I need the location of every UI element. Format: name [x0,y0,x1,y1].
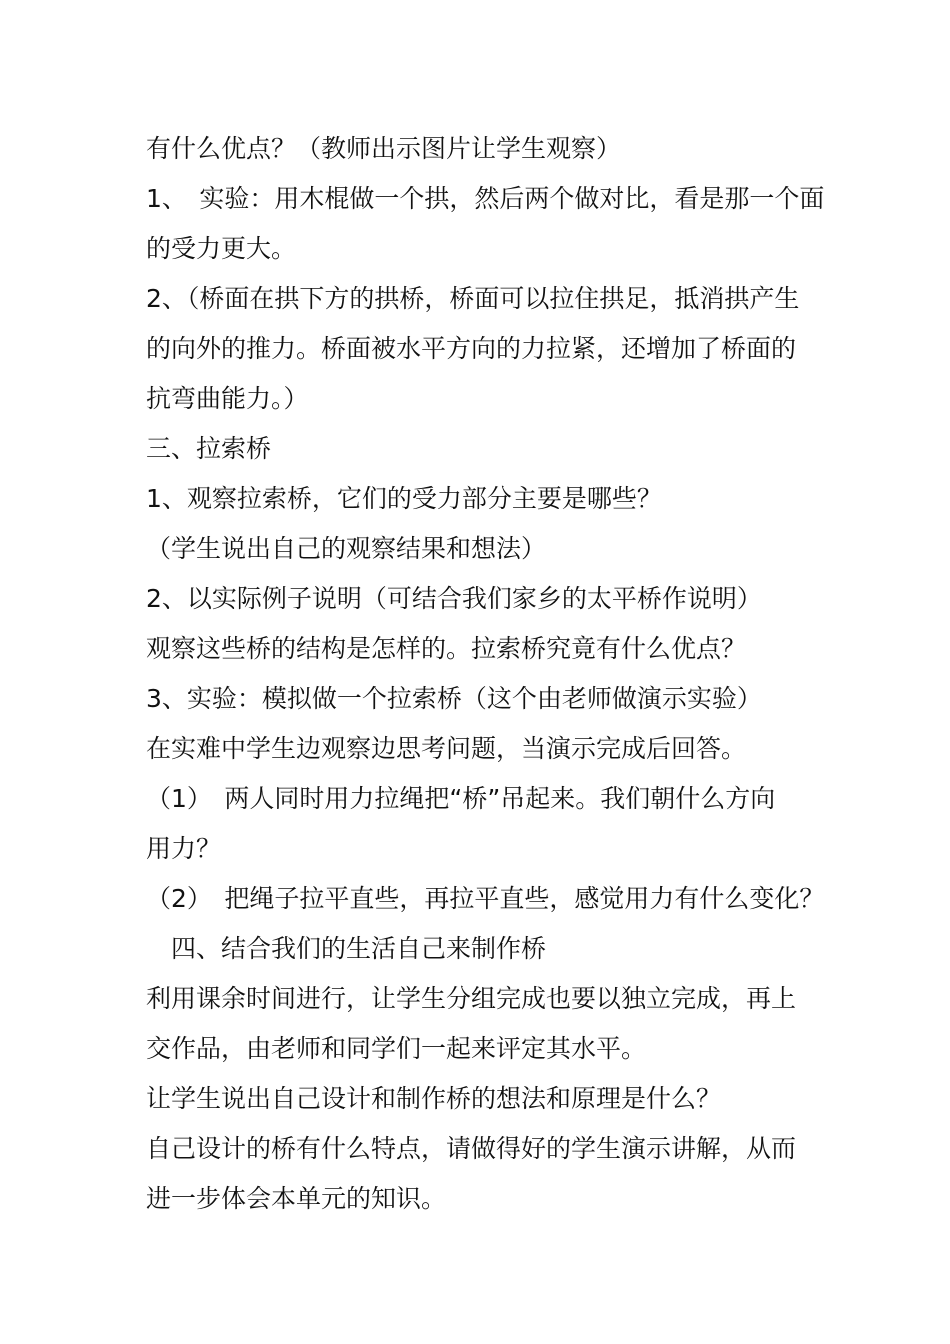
text-line: 抗弯曲能力。） [146,384,309,413]
text-line: 3、实验：模拟做一个拉索桥（这个由老师做演示实验） [146,684,762,713]
text-line: 的向外的推力。桥面被水平方向的力拉紧，还增加了桥面的 [146,334,797,363]
text-line: 让学生说出自己设计和制作桥的想法和原理是什么？ [146,1084,722,1113]
text-line: 观察这些桥的结构是怎样的。拉索桥究竟有什么优点？ [146,634,747,663]
text-line: 进一步体会本单元的知识。 [146,1184,447,1213]
text-line: 1、 实验：用木棍做一个拱，然后两个做对比，看是那一个面 [146,184,825,213]
text-line: 在实难中学生边观察边思考问题，当演示完成后回答。 [146,734,747,763]
text-line: 2、（桥面在拱下方的拱桥，桥面可以拉住拱足，抵消拱产生 [146,284,800,313]
text-line: 利用课余时间进行，让学生分组完成也要以独立完成，再上 [146,984,797,1013]
text-line: 的受力更大。 [146,234,297,263]
section-heading: 四、结合我们的生活自己来制作桥 [146,934,547,963]
text-line: 用力？ [146,834,222,863]
text-line: （2） 把绳子拉平直些，再拉平直些，感觉用力有什么变化？ [146,884,825,913]
section-heading: 三、拉索桥 [146,434,272,463]
text-line: 交作品，由老师和同学们一起来评定其水平。 [146,1034,647,1063]
text-line: 有什么优点？（教师出示图片让学生观察） [146,134,622,163]
text-line: 2、以实际例子说明（可结合我们家乡的太平桥作说明） [146,584,762,613]
text-line: 1、观察拉索桥，它们的受力部分主要是哪些？ [146,484,662,513]
text-line: 自己设计的桥有什么特点，请做得好的学生演示讲解，从而 [146,1134,797,1163]
text-line: （学生说出自己的观察结果和想法） [146,534,547,563]
text-line: （1） 两人同时用力拉绳把“桥”吊起来。我们朝什么方向 [146,784,776,813]
